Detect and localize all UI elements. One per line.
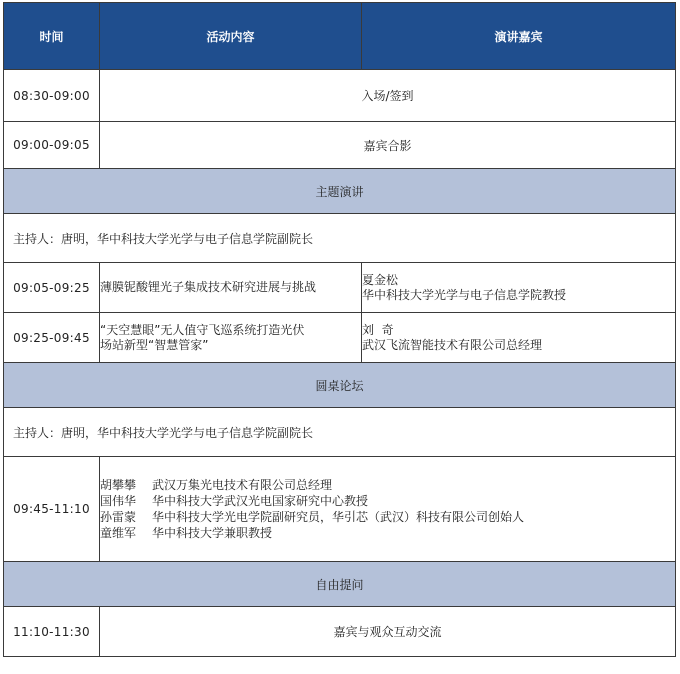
speaker-name: 刘 奇: [362, 322, 394, 337]
section-title: 圆桌论坛: [4, 363, 676, 408]
speaker-title: 武汉飞流智能技术有限公司总经理: [362, 337, 543, 352]
speaker-name: 夏金松: [362, 272, 399, 287]
table-row: [4, 607, 676, 657]
host-row: [4, 408, 676, 457]
header-content: 活动内容: [100, 3, 362, 70]
talk-time: 09:25-09:45: [4, 313, 100, 363]
section-title: 自由提问: [4, 562, 676, 607]
talk-row: [4, 313, 676, 363]
panelist-title: 武汉万集光电技术有限公司总经理: [152, 478, 333, 492]
talk-time: 09:05-09:25: [4, 263, 100, 313]
host-text: 主持人：唐明，华中科技大学光学与电子信息学院副院长: [4, 408, 676, 457]
section-title: 主题演讲: [4, 169, 676, 214]
table-row: [4, 70, 676, 122]
row-content: 入场/签到: [100, 70, 676, 122]
talk-title: 薄膜铌酸锂光子集成技术研究进展与挑战: [100, 263, 362, 313]
panelist: [100, 477, 675, 493]
talk-speaker: [362, 313, 676, 363]
panelist-title: 华中科技大学光电学院副研究员，华引芯（武汉）科技有限公司创始人: [152, 510, 525, 524]
row-content: 嘉宾合影: [100, 122, 676, 169]
panelist-title: 华中科技大学兼职教授: [152, 526, 273, 540]
header-row: [4, 3, 676, 70]
host-text: 主持人：唐明，华中科技大学光学与电子信息学院副院长: [4, 214, 676, 263]
table-row: [4, 122, 676, 169]
row-time: 08:30-09:00: [4, 70, 100, 122]
header-time: 时间: [4, 3, 100, 70]
row-content: 嘉宾与观众互动交流: [100, 607, 676, 657]
agenda-table: [3, 2, 676, 657]
speaker-title: 华中科技大学光学与电子信息学院教授: [362, 287, 567, 302]
panel-row: [4, 457, 676, 562]
panelist-name: 胡攀攀: [100, 478, 137, 492]
panelist-name: 童维军: [100, 526, 137, 540]
header-speaker: 演讲嘉宾: [362, 3, 676, 70]
row-time: 11:10-11:30: [4, 607, 100, 657]
panelist-list: [100, 457, 676, 562]
talk-row: [4, 263, 676, 313]
panelist: [100, 525, 675, 541]
panelist-title: 华中科技大学武汉光电国家研究中心教授: [152, 494, 369, 508]
talk-title-line: “天空慧眼”无人值守飞巡系统打造光伏: [100, 322, 305, 337]
talk-title-line: 场站新型“智慧管家”: [100, 337, 209, 352]
panelist-name: 国伟华: [100, 494, 137, 508]
panelist: [100, 493, 675, 509]
panelist-name: 孙雷蒙: [100, 510, 137, 524]
host-row: [4, 214, 676, 263]
section-row-keynote: [4, 169, 676, 214]
section-row-roundtable: [4, 363, 676, 408]
talk-speaker: [362, 263, 676, 313]
panel-time: 09:45-11:10: [4, 457, 100, 562]
row-time: 09:00-09:05: [4, 122, 100, 169]
talk-title: [100, 313, 362, 363]
panelist: [100, 509, 675, 525]
section-row-qa: [4, 562, 676, 607]
